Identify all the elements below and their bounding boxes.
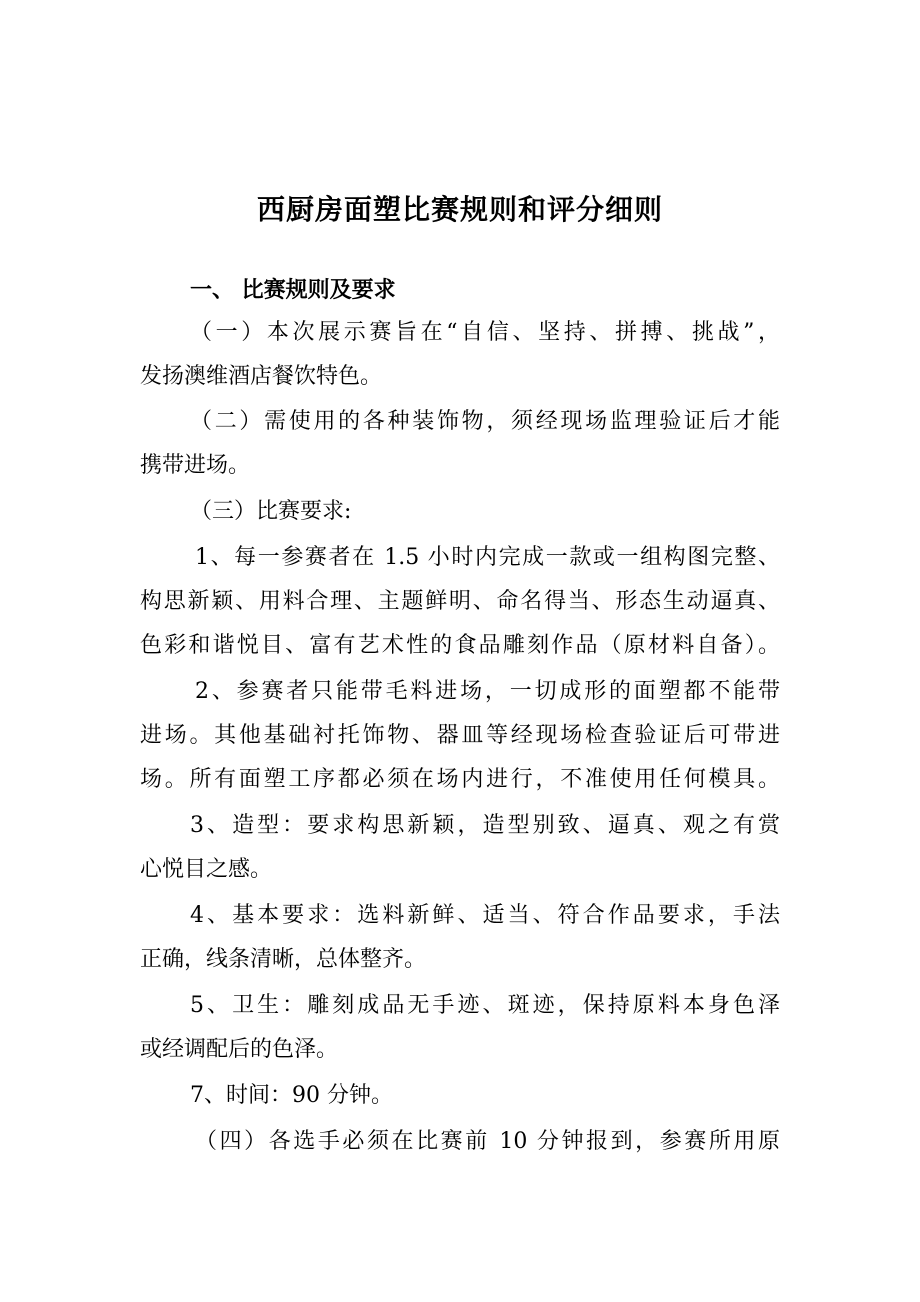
- paragraph-line: （三）比赛要求:: [190, 499, 352, 524]
- paragraph-line: 发扬澳维酒店餐饮特色。: [140, 364, 383, 389]
- paragraph-line: 场。所有面塑工序都必须在场内进行，不准使用任何模具。: [140, 767, 780, 792]
- paragraph-line: （一）本次展示赛旨在“自信、坚持、拼搏、挑战”，: [190, 320, 780, 345]
- paragraph-line: 构思新颖、用料合理、主题鲜明、命名得当、形态生动逼真、: [140, 589, 780, 614]
- section-heading: 一、 比赛规则及要求: [190, 277, 396, 303]
- paragraph-line: 正确，线条清晰，总体整齐。: [140, 947, 427, 972]
- paragraph-line: 进场。其他基础衬托饰物、器皿等经现场检查验证后可带进: [140, 723, 780, 748]
- paragraph-line: （四）各选手必须在比赛前 10 分钟报到，参赛所用原: [195, 1129, 780, 1154]
- paragraph-line: 7、时间：90 分钟。: [190, 1083, 393, 1108]
- paragraph-line: 或经调配后的色泽。: [140, 1037, 339, 1062]
- paragraph-line: 携带进场。: [140, 453, 251, 478]
- paragraph-line: 1、每一参赛者在 1.5 小时内完成一款或一组构图完整、: [195, 545, 780, 570]
- paragraph-line: 色彩和谐悦目、富有艺术性的食品雕刻作品（原材料自备）。: [140, 633, 780, 658]
- paragraph-line: 5、卫生：雕刻成品无手迹、斑迹，保持原料本身色泽: [190, 993, 780, 1018]
- paragraph-line: 4、基本要求：选料新鲜、适当、符合作品要求，手法: [190, 903, 780, 928]
- paragraph-line: 3、造型：要求构思新颖，造型别致、逼真、观之有赏: [190, 813, 780, 838]
- paragraph-line: 2、参赛者只能带毛料进场，一切成形的面塑都不能带: [195, 679, 780, 704]
- paragraph-line: 心悦目之感。: [140, 857, 273, 882]
- document-title: 西厨房面塑比赛规则和评分细则: [256, 193, 663, 226]
- paragraph-line: （二）需使用的各种装饰物，须经现场监理验证后才能: [190, 409, 780, 434]
